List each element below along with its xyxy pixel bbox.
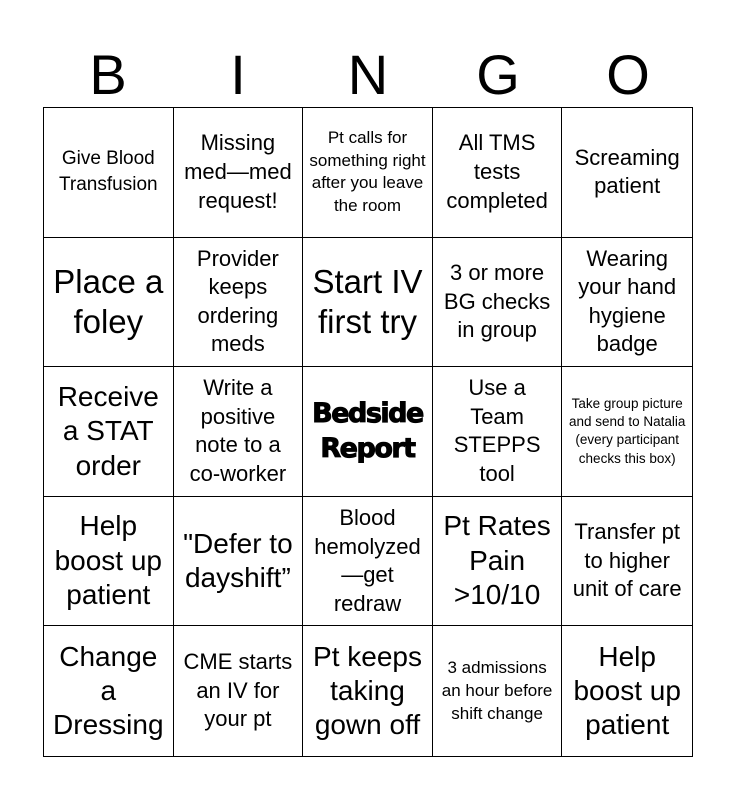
header-letter-g: G xyxy=(476,43,520,106)
free-space-cell[interactable] xyxy=(303,367,433,497)
bingo-cell[interactable] xyxy=(433,626,563,756)
bingo-cell[interactable] xyxy=(433,238,563,368)
bingo-cell-text: Place a foley xyxy=(53,262,164,340)
bingo-cell-text: Help boost up patient xyxy=(573,640,681,741)
bingo-cell-text: Blood hemolyzed—get redraw xyxy=(314,504,421,616)
bingo-cell[interactable] xyxy=(44,367,174,497)
bingo-cell[interactable] xyxy=(303,108,433,238)
bingo-cell-text: Missing med—med request! xyxy=(184,130,292,213)
bingo-cell[interactable] xyxy=(44,108,174,238)
header-letter-i: I xyxy=(230,43,246,106)
bingo-cell[interactable] xyxy=(562,238,692,368)
bingo-cell[interactable] xyxy=(174,238,304,368)
bingo-cell-text: CME starts an IV for your pt xyxy=(183,649,293,732)
bingo-cell-text: Wearing your hand hygiene badge xyxy=(578,245,677,357)
bingo-cell-text: Give Blood Transfusion xyxy=(59,148,158,196)
bingo-cell-text: Screaming patient xyxy=(574,144,680,199)
bingo-cell[interactable] xyxy=(433,497,563,627)
bingo-cell[interactable] xyxy=(44,626,174,756)
bingo-cell[interactable] xyxy=(44,238,174,368)
bingo-cell-text: Change a Dressing xyxy=(53,640,164,741)
bingo-cell-text: Provider keeps ordering meds xyxy=(196,245,279,357)
bingo-cell-text: "Defer to dayshift” xyxy=(183,527,293,594)
bingo-cell[interactable] xyxy=(562,367,692,497)
bingo-cell[interactable] xyxy=(433,108,563,238)
bingo-card-grid xyxy=(43,107,693,757)
bingo-cell-text: Take group picture and send to Natalia (every participant checks this box) xyxy=(569,395,686,466)
bingo-cell[interactable] xyxy=(433,367,563,497)
bingo-cell[interactable] xyxy=(303,497,433,627)
bingo-cell[interactable] xyxy=(562,497,692,627)
bingo-cell-text: 3 admissions an hour before shift change xyxy=(441,658,553,723)
bingo-cell[interactable] xyxy=(174,108,304,238)
bingo-cell[interactable] xyxy=(303,626,433,756)
bingo-cell[interactable] xyxy=(44,497,174,627)
bingo-cell-text: Help boost up patient xyxy=(54,510,162,611)
bingo-cell-text: Write a positive note to a co-worker xyxy=(189,375,287,487)
bingo-cell[interactable] xyxy=(174,626,304,756)
bingo-cell[interactable] xyxy=(562,626,692,756)
bingo-cell-text: 3 or more BG checks in group xyxy=(443,260,551,343)
bingo-cell-text: Start IV first try xyxy=(312,262,423,340)
free-space-label: Bedside Report xyxy=(312,398,423,465)
header-letter-o: O xyxy=(606,43,650,106)
bingo-cell-text: Use a Team STEPPS tool xyxy=(453,375,541,487)
bingo-cell-text: Pt calls for something right after you leave the room xyxy=(309,128,426,215)
bingo-cell-text: All TMS tests completed xyxy=(446,130,548,213)
header-letter-b: B xyxy=(89,43,127,106)
header-letter-n: N xyxy=(347,43,389,106)
bingo-cell[interactable] xyxy=(303,238,433,368)
bingo-cell[interactable] xyxy=(174,497,304,627)
bingo-cell[interactable] xyxy=(562,108,692,238)
bingo-header xyxy=(43,42,693,108)
bingo-cell-text: Pt Rates Pain >10/10 xyxy=(443,510,551,611)
bingo-cell-text: Pt keeps taking gown off xyxy=(313,640,422,741)
bingo-cell-text: Receive a STAT order xyxy=(57,380,159,481)
bingo-cell-text: Transfer pt to higher unit of care xyxy=(572,519,682,602)
bingo-cell[interactable] xyxy=(174,367,304,497)
